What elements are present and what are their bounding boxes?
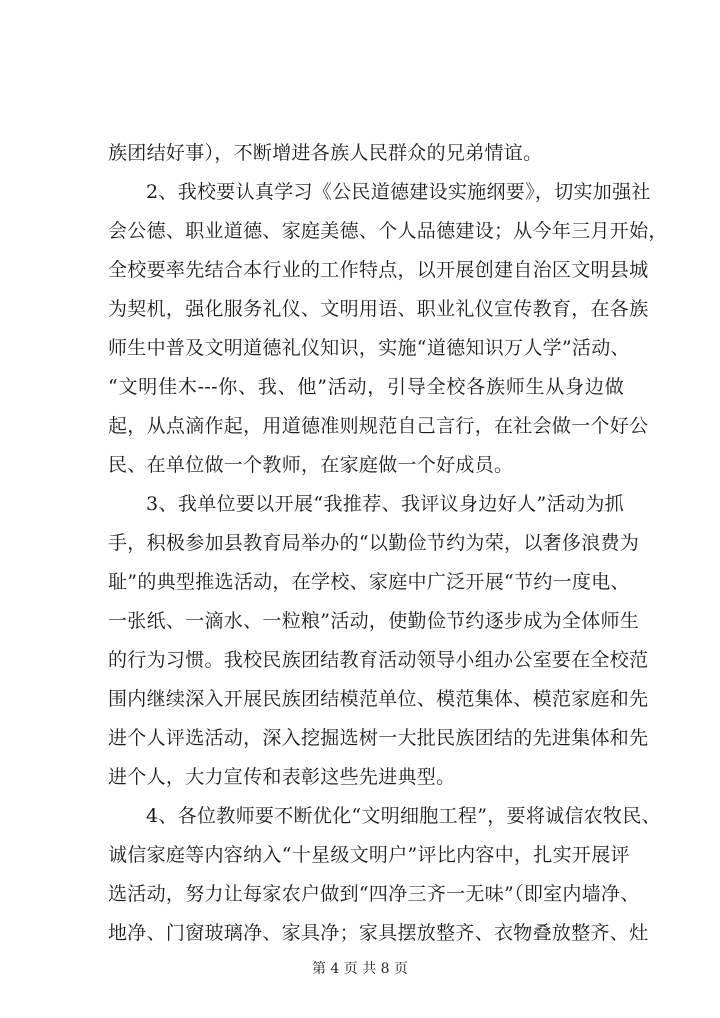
paragraph-line: 手，积极参加县教育局举办的“以勤俭节约为荣，以奢侈浪费为 <box>108 532 640 554</box>
paragraph-line: 地净、门窗玻璃净、家具净；家具摆放整齐、衣物叠放整齐、灶 <box>108 922 649 944</box>
paragraph-line: 诚信家庭等内容纳入“十星级文明户”评比内容中，扎实开展评 <box>108 844 630 866</box>
paragraph-line: “文明佳木---你、我、他”活动，引导全校各族师生从身边做 <box>108 376 624 398</box>
paragraph-line: 师生中普及文明道德礼仪知识，实施“道德知识万人学”活动、 <box>108 337 630 359</box>
paragraph-line: 一张纸、一滴水、一粒粮”活动，使勤俭节约逐步成为全体师生 <box>108 610 640 632</box>
paragraph-line: 的行为习惯。我校民族团结教育活动领导小组办公室要在全校范 <box>108 649 649 671</box>
paragraph-line: 全校要率先结合本行业的工作特点，以开展创建自治区文明县城 <box>108 259 649 281</box>
paragraph-line: 围内继续深入开展民族团结模范单位、模范集体、模范家庭和先 <box>108 688 649 710</box>
paragraph-line: 民、在单位做一个教师，在家庭做一个好成员。 <box>108 454 514 476</box>
paragraph-line: 4、各位教师要不断优化“文明细胞工程”，要将诚信农牧民、 <box>146 805 661 827</box>
paragraph-line: 3、我单位要以开展“我推荐、我评议身边好人”活动为抓 <box>146 493 624 515</box>
paragraph-line: 选活动，努力让每家农户做到“四净三齐一无味”（即室内墙净、 <box>108 883 640 905</box>
paragraph-line: 族团结好事），不断增进各族人民群众的兄弟情谊。 <box>108 142 543 164</box>
paragraph-line: 进个人评选活动，深入挖掘选树一大批民族团结的先进集体和先 <box>108 727 649 749</box>
paragraph-line: 耻”的典型推选活动，在学校、家庭中广泛开展“节约一度电、 <box>108 571 630 593</box>
page-footer: 第 4 页 共 8 页 <box>311 961 409 977</box>
paragraph-line: 会公德、职业道德、家庭美德、个人品德建设；从今年三月开始， <box>108 220 668 242</box>
paragraph-line: 2、我校要认真学习《公民道德建设实施纲要》，切实加强社 <box>146 181 651 203</box>
paragraph-line: 进个人，大力宣传和表彰这些先进典型。 <box>108 766 456 788</box>
paragraph-line: 起，从点滴作起，用道德准则规范自己言行，在社会做一个好公 <box>108 415 649 437</box>
paragraph-line: 为契机，强化服务礼仪、文明用语、职业礼仪宣传教育，在各族 <box>108 298 649 320</box>
